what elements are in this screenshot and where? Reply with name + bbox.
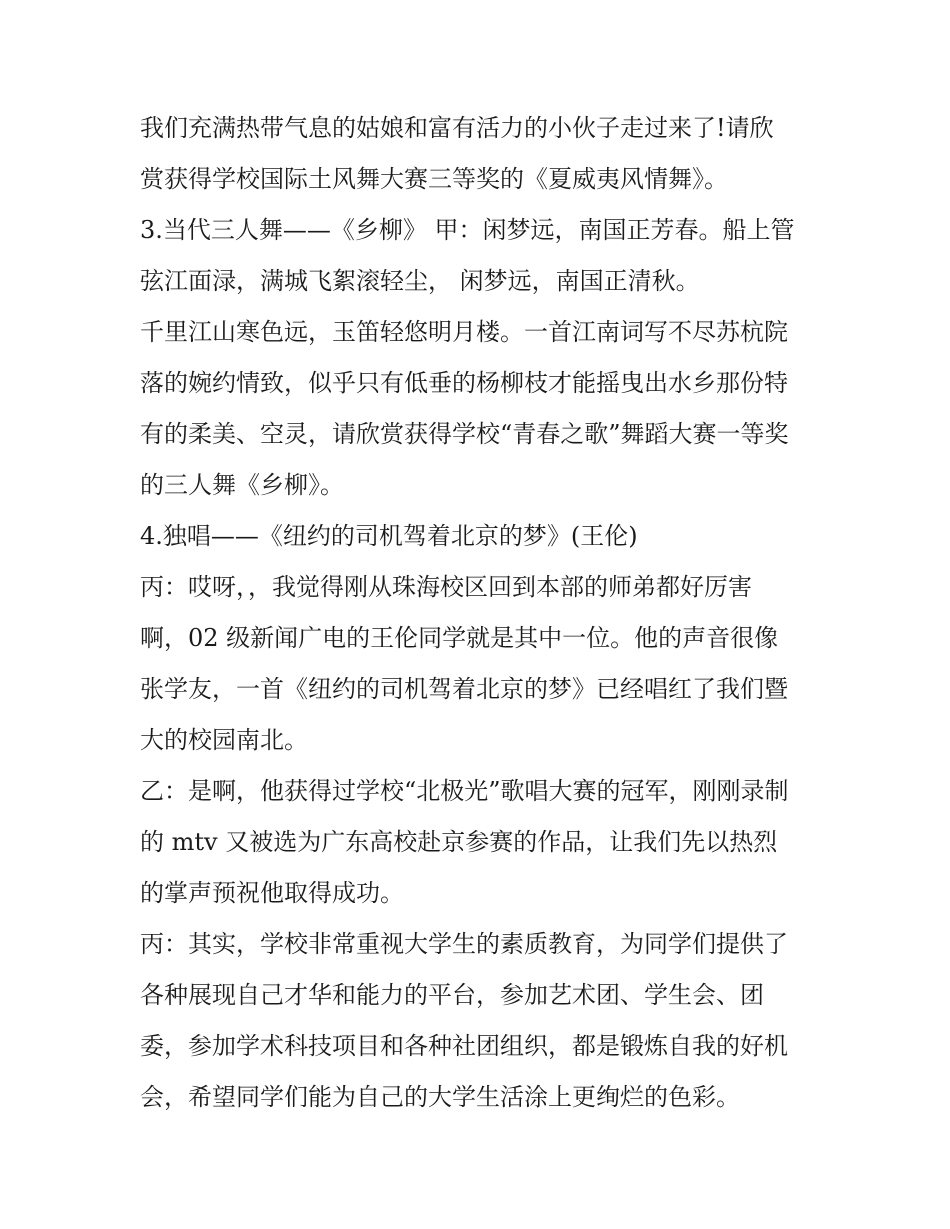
text-line: 落的婉约情致，似乎只有低垂的杨柳枝才能摇曳出水乡那份特 [140, 369, 788, 397]
text-line: 赏获得学校国际土风舞大赛三等奖的《夏威夷风情舞》。 [140, 165, 728, 193]
text-line: 我们充满热带气息的姑娘和富有活力的小伙子走过来了!请欣 [140, 114, 774, 142]
text-line: 啊，02 级新闻广电的王伦同学就是其中一位。他的声音很像 [140, 624, 779, 652]
text-line: 弦江面渌，满城飞絮滚轻尘， 闲梦远，南国正清秋。 [140, 267, 700, 295]
text-line: 丙：哎呀，，我觉得刚从珠海校区回到本部的师弟都好厉害 [140, 573, 752, 601]
text-line: 的 mtv 又被选为广东高校赴京参赛的作品，让我们先以热烈 [140, 828, 778, 856]
text-line: 4.独唱——《纽约的司机驾着北京的梦》(王伦) [140, 522, 638, 550]
text-line: 乙：是啊，他获得过学校“北极光”歌唱大赛的冠军，刚刚录制 [140, 777, 789, 805]
text-line: 张学友，一首《纽约的司机驾着北京的梦》已经唱红了我们暨 [140, 675, 788, 703]
text-line: 有的柔美、空灵，请欣赏获得学校“青春之歌”舞蹈大赛一等奖 [140, 420, 789, 448]
text-line: 千里江山寒色远，玉笛轻悠明月楼。一首江南词写不尽苏杭院 [140, 318, 788, 346]
text-line: 丙：其实，学校非常重视大学生的素质教育，为同学们提供了 [140, 930, 788, 958]
text-line: 的三人舞《乡柳》。 [140, 471, 344, 499]
text-line: 的掌声预祝他取得成功。 [140, 879, 404, 907]
text-line: 各种展现自己才华和能力的平台，参加艺术团、学生会、团 [140, 981, 764, 1009]
text-line: 委，参加学术科技项目和各种社团组织，都是锻炼自我的好机 [140, 1032, 788, 1060]
text-line: 会，希望同学们能为自己的大学生活涂上更绚烂的色彩。 [140, 1083, 740, 1111]
text-line: 3.当代三人舞——《乡柳》 甲：闲梦远，南国正芳春。船上管 [140, 216, 795, 244]
text-line: 大的校园南北。 [140, 726, 308, 754]
